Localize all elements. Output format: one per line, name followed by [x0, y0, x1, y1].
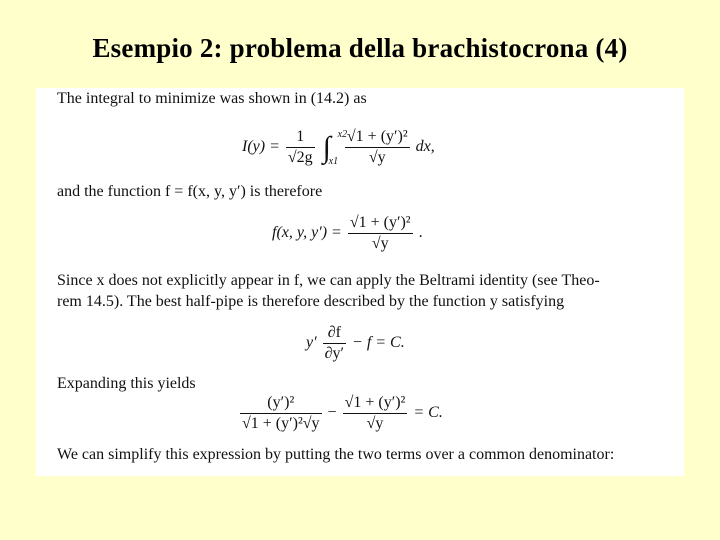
eq4-den1: √1 + (y′)²√y [242, 415, 320, 432]
eq4-minus: − [327, 404, 337, 422]
eq1-upper-limit: x2 [337, 128, 348, 140]
eq4-num1: (y′)² [267, 394, 295, 411]
integral-sign-icon: ∫ x2 x1 [322, 128, 348, 167]
eq1-coef-den: √2g [287, 149, 313, 166]
paragraph-simplify: We can simplify this expression by putting the two terms over a common denominator: [57, 446, 615, 463]
eq3-fraction [323, 324, 346, 363]
equation-integral [242, 128, 435, 167]
eq4-den2: √y [343, 413, 408, 433]
eq3-den: ∂y′ [324, 345, 345, 362]
paragraph-integral-intro: The integral to minimize was shown in (14.2) as [57, 90, 367, 107]
paragraph-expanding: Expanding this yields [57, 375, 196, 392]
eq1-lower-limit: x1 [328, 155, 339, 167]
eq4-tail: = C. [413, 404, 443, 422]
eq2-tail: . [418, 224, 423, 242]
paragraph-beltrami-1: Since x does not explicitly appear in f, we can apply the Beltrami identity (see Theo- [57, 272, 600, 289]
eq3-tail: − f = C. [352, 334, 405, 352]
eq2-lhs: f(x, y, y′) = [272, 224, 342, 242]
equation-function [272, 214, 423, 253]
paragraph-beltrami-2: rem 14.5). The best half-pipe is therefore described by the function y satisfying [57, 293, 565, 310]
slide-title: Esempio 2: problema della brachistocrona (4) [92, 33, 628, 63]
eq1-den: √y [345, 147, 410, 167]
eq1-lhs: I(y) = [242, 138, 280, 156]
eq4-fraction-2 [343, 394, 408, 433]
eq2-den: √y [348, 233, 413, 253]
eq1-coefficient [286, 128, 315, 167]
eq3-num: ∂f [327, 324, 341, 341]
eq4-fraction-1 [240, 394, 322, 433]
equation-expanded [238, 394, 443, 433]
paragraph-function: and the function f = f(x, y, y′) is therefore [57, 183, 323, 200]
eq1-integrand [345, 128, 410, 167]
eq1-coef-num: 1 [296, 128, 305, 145]
eq2-num: √1 + (y′)² [349, 214, 411, 231]
document-scan [36, 88, 684, 476]
equation-beltrami [306, 324, 405, 363]
eq4-num2: √1 + (y′)² [344, 394, 406, 411]
eq1-num: √1 + (y′)² [346, 128, 408, 145]
eq1-tail: dx, [415, 138, 435, 156]
eq3-pre: y′ [306, 334, 317, 352]
eq2-fraction [348, 214, 413, 253]
